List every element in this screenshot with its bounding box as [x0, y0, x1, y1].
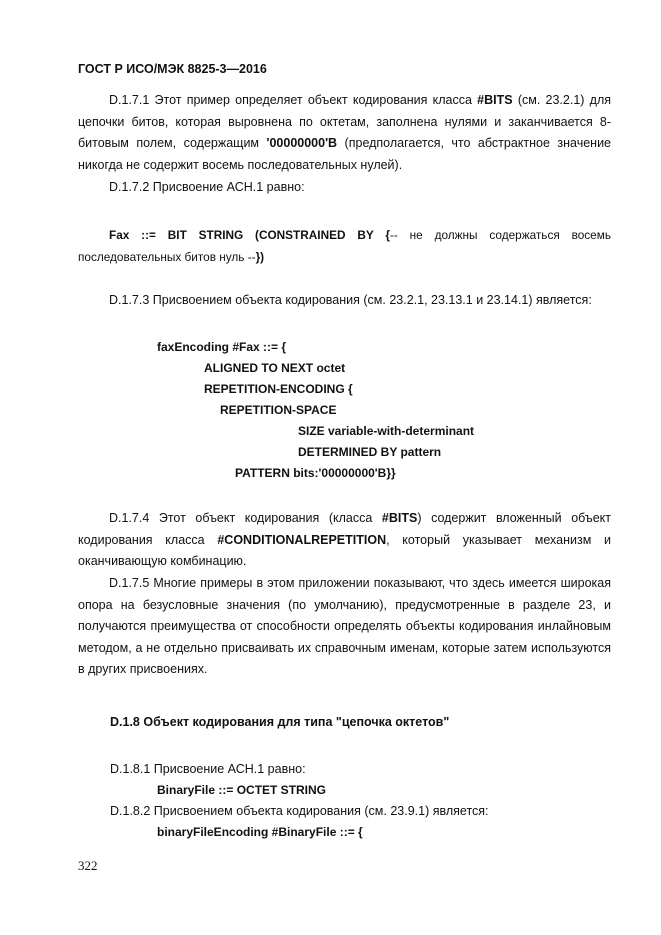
paragraph-text: (предполагается, что абстрактное значение никогда не содержит восемь последовательных нулей). [78, 136, 611, 172]
fax-definition [78, 225, 611, 268]
code-text: Fax ::= BIT STRING (CONSTRAINED BY { [109, 228, 390, 242]
paragraph-d173 [78, 290, 611, 312]
bit-pattern: '00000000'B [266, 136, 338, 150]
paragraph-text: D.1.7.4 Этот объект кодирования (класса [109, 511, 382, 525]
paragraph-d174 [78, 508, 611, 573]
code-line: BinaryFile ::= OCTET STRING [157, 783, 327, 797]
class-name-bits: #BITS [381, 511, 418, 525]
document-header: ГОСТ Р ИСО/МЭК 8825-3—2016 [78, 62, 267, 76]
code-text: }) [255, 249, 265, 264]
class-name-conditional-repetition: #CONDITIONALREPETITION [217, 532, 387, 547]
paragraph-d181: D.1.8.1 Присвоение АСН.1 равно: [110, 762, 306, 776]
paragraph-text: D.1.7.1 Этот пример определяет объект кодирования класса [109, 93, 478, 107]
paragraph-d175 [78, 573, 611, 681]
paragraph-d172 [78, 177, 611, 199]
class-name-bits: #BITS [477, 93, 513, 107]
paragraph-d171 [78, 90, 611, 176]
code-line: REPETITION-SPACE [220, 403, 337, 417]
paragraph-text: (см. 23.2.1) для цепочки битов, которая выровнена по октетам, заполнена нулями и заканчивается 8-битовым полем, содержащим [78, 93, 612, 150]
code-line: ALIGNED TO NEXT octet [204, 361, 346, 375]
code-line: faxEncoding #Fax ::= { [157, 340, 287, 354]
code-line: DETERMINED BY pattern [298, 445, 442, 459]
paragraph-text: D.1.7.3 Присвоением объекта кодирования (см. 23.2.1, 23.13.1 и 23.14.1) является: [109, 293, 592, 307]
section-heading: D.1.8 Объект кодирования для типа "цепочка октетов" [110, 715, 450, 729]
code-line: REPETITION-ENCODING { [204, 382, 353, 396]
paragraph-d182: D.1.8.2 Присвоением объекта кодирования (см. 23.9.1) является: [110, 804, 489, 818]
code-comment: -- не должны содержаться восемь последовательных битов нуль -- [78, 228, 611, 264]
paragraph-text: ) содержит вложенный объект кодирования класса [78, 511, 611, 547]
paragraph-text: D.1.7.2 Присвоение АСН.1 равно: [109, 180, 305, 194]
code-line: binaryFileEncoding #BinaryFile ::= { [157, 825, 363, 839]
code-line: SIZE variable-with-determinant [298, 424, 475, 438]
page-number: 322 [78, 858, 98, 873]
code-line: PATTERN bits:'00000000'B}} [235, 466, 396, 480]
paragraph-text: , который указывает механизм и оканчивающую комбинацию. [78, 532, 611, 568]
paragraph-text: D.1.7.5 Многие примеры в этом приложении показывают, что здесь имеется широкая опора на безусловные значения (по умолчанию), предусмотренные в разделе 23, и получаются преимущества от способности определять объекты кодирования инлайновым методом, а не отдельно присваивать их справочным именам, которые затем используются в других присвоениях. [78, 576, 611, 676]
